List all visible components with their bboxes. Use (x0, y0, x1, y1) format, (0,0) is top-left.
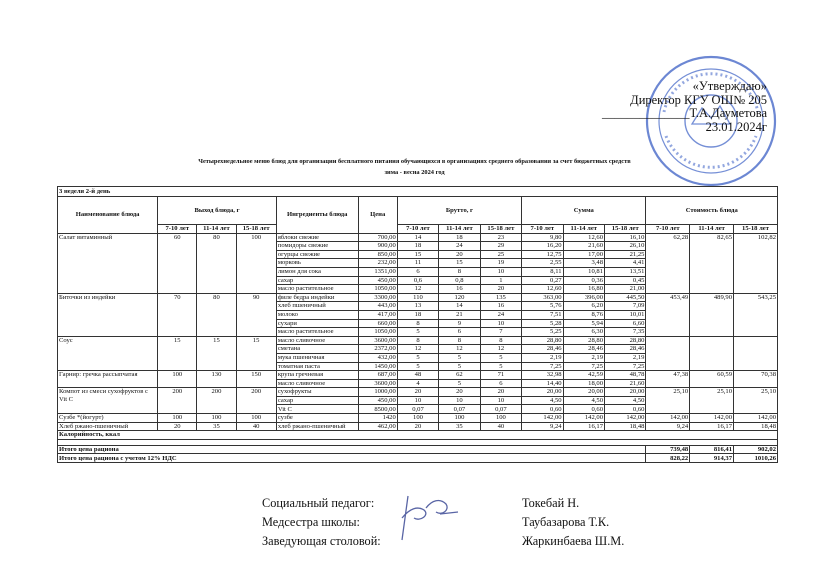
ingredient-sum: 28,46 (605, 345, 646, 354)
ingredient-price: 432,00 (358, 353, 397, 362)
ingredient-sum: 0,60 (522, 405, 563, 414)
dish-name: Сузбе *(йогурт) (58, 414, 158, 423)
ingredient-sum: 2,19 (605, 353, 646, 362)
ingredient-name: морковь (276, 259, 358, 268)
age-7-10: 7-10 лет (646, 225, 690, 234)
ingredient-price: 700,00 (358, 233, 397, 242)
ingredient-price: 232,00 (358, 259, 397, 268)
ingredient-name: мука пшеничная (276, 353, 358, 362)
ingredient-sum: 0,60 (563, 405, 604, 414)
ingredient-brutto: 100 (439, 414, 480, 423)
ingredient-brutto: 14 (397, 233, 438, 242)
ingredient-price: 660,00 (358, 319, 397, 328)
ingredient-brutto: 12 (439, 345, 480, 354)
ingredient-brutto: 0,8 (439, 276, 480, 285)
dish-cost: 60,59 (690, 371, 734, 388)
ingredient-brutto: 10 (480, 396, 521, 405)
ingredient-sum: 42,59 (563, 371, 604, 380)
age-11-14: 11-14 лет (439, 225, 480, 234)
dish-cost: 16,17 (690, 422, 734, 431)
dish-cost: 453,49 (646, 293, 690, 336)
age-7-10: 7-10 лет (397, 225, 438, 234)
ingredient-price: 8500,00 (358, 405, 397, 414)
dish-cost (646, 336, 690, 370)
ingredient-name: сухофрукты (276, 388, 358, 397)
ingredient-name: масло растительное (276, 328, 358, 337)
dish-cost: 18,48 (734, 422, 778, 431)
ingredient-brutto: 23 (480, 233, 521, 242)
col-output: Выход блюда, г (158, 197, 277, 225)
dish-name: Биточки из индейки (58, 293, 158, 336)
ingredient-brutto: 15 (397, 250, 438, 259)
dish-cost: 62,28 (646, 233, 690, 293)
ingredient-brutto: 8 (397, 319, 438, 328)
signature-social-pedagogue (262, 496, 580, 511)
ingredient-brutto: 110 (397, 293, 438, 302)
ingredient-brutto: 135 (480, 293, 521, 302)
ingredient-brutto: 10 (439, 396, 480, 405)
age-11-14: 11-14 лет (563, 225, 604, 234)
dish-cost: 142,00 (734, 414, 778, 423)
ingredient-sum: 20,00 (605, 388, 646, 397)
total-vat-value: 914,37 (690, 454, 734, 463)
ingredient-brutto: 9 (439, 319, 480, 328)
dish-cost: 9,24 (646, 422, 690, 431)
ingredient-price: 1351,00 (358, 267, 397, 276)
col-ingredients: Ингредиенты блюда (276, 197, 358, 234)
ingredient-name: Vit C (276, 405, 358, 414)
ingredient-sum: 28,46 (522, 345, 563, 354)
dish-output: 130 (197, 371, 236, 388)
calorie-row: Калорийность, ккал (58, 431, 778, 440)
ingredient-brutto: 13 (397, 302, 438, 311)
ingredient-sum: 4,50 (605, 396, 646, 405)
ingredient-brutto: 16 (439, 285, 480, 294)
ingredient-brutto: 10 (480, 319, 521, 328)
ingredient-brutto: 120 (439, 293, 480, 302)
ingredient-name: лимон для сока (276, 267, 358, 276)
total-value: 816,41 (690, 445, 734, 454)
dish-cost: 543,25 (734, 293, 778, 336)
ingredient-sum: 363,00 (522, 293, 563, 302)
ingredient-name: крупа гречневая (276, 371, 358, 380)
ingredient-sum: 16,10 (605, 233, 646, 242)
ingredient-sum: 28,46 (563, 345, 604, 354)
total-vat-value: 828,22 (646, 454, 690, 463)
ingredient-sum: 28,80 (563, 336, 604, 345)
col-dish-name: Наименование блюда (58, 197, 158, 234)
age-15-18: 15-18 лет (605, 225, 646, 234)
dish-output: 40 (236, 422, 276, 431)
table-row (58, 233, 778, 242)
ingredient-sum: 4,50 (563, 396, 604, 405)
ingredient-sum: 7,25 (563, 362, 604, 371)
ingredient-brutto: 20 (480, 388, 521, 397)
ingredient-sum: 5,28 (522, 319, 563, 328)
age-11-14: 11-14 лет (197, 225, 236, 234)
ingredient-name: сухари (276, 319, 358, 328)
age-15-18: 15-18 лет (734, 225, 778, 234)
week-label: 3 неделя 2-й день (58, 187, 778, 197)
dish-name: Салат витаминный (58, 233, 158, 293)
ingredient-brutto: 5 (439, 379, 480, 388)
dish-name: Компот из смеси сухофруктов с Vit C (58, 388, 158, 414)
ingredient-brutto: 40 (480, 422, 521, 431)
dish-output: 80 (197, 233, 236, 293)
approval-date: 23.01.2024г (705, 119, 767, 134)
signature-name: Жаркинбаева Ш.М. (522, 534, 625, 548)
ingredient-sum: 10,81 (563, 267, 604, 276)
dish-cost (734, 336, 778, 370)
dish-output: 60 (158, 233, 197, 293)
ingredient-brutto: 4 (397, 379, 438, 388)
dish-output: 100 (236, 233, 276, 293)
ingredient-name: масло растительное (276, 285, 358, 294)
ingredient-sum: 21,60 (563, 242, 604, 251)
ingredient-brutto: 12 (397, 345, 438, 354)
ingredient-brutto: 8 (480, 336, 521, 345)
ingredient-sum: 12,60 (563, 233, 604, 242)
ingredient-name: сузбе (276, 414, 358, 423)
ingredient-sum: 13,51 (605, 267, 646, 276)
total-vat-label: Итого цена рациона с учетом 12% НДС (58, 454, 646, 463)
ingredient-brutto: 0,6 (397, 276, 438, 285)
dish-cost: 25,10 (646, 388, 690, 414)
ingredient-brutto: 100 (397, 414, 438, 423)
dish-output: 200 (197, 388, 236, 414)
dish-output: 200 (236, 388, 276, 414)
handwritten-signature (380, 488, 470, 548)
ingredient-brutto: 71 (480, 371, 521, 380)
dish-cost: 25,10 (734, 388, 778, 414)
dish-cost: 489,90 (690, 293, 734, 336)
ingredient-brutto: 5 (439, 362, 480, 371)
approval-signature-line: ______________Т.А.Дауметова (602, 106, 767, 120)
ingredient-sum: 2,19 (563, 353, 604, 362)
ingredient-brutto: 20 (480, 285, 521, 294)
dish-output: 100 (158, 414, 197, 423)
ingredient-sum: 8,76 (563, 310, 604, 319)
ingredient-sum: 21,00 (605, 285, 646, 294)
age-15-18: 15-18 лет (236, 225, 276, 234)
ingredient-sum: 26,10 (605, 242, 646, 251)
ingredient-sum: 0,36 (563, 276, 604, 285)
ingredient-sum: 396,00 (563, 293, 604, 302)
ingredient-brutto: 10 (397, 396, 438, 405)
ingredient-sum: 7,09 (605, 302, 646, 311)
ingredient-sum: 0,45 (605, 276, 646, 285)
signature-canteen-head (262, 534, 625, 549)
ingredient-sum: 10,01 (605, 310, 646, 319)
ingredient-sum: 5,94 (563, 319, 604, 328)
ingredient-sum: 4,41 (605, 259, 646, 268)
ingredient-name: огурцы свежие (276, 250, 358, 259)
col-brutto: Брутто, г (397, 197, 521, 225)
ingredient-brutto: 6 (480, 379, 521, 388)
ingredient-sum: 4,50 (522, 396, 563, 405)
ingredient-price: 687,00 (358, 371, 397, 380)
ingredient-price: 450,00 (358, 396, 397, 405)
ingredient-name: сахар (276, 276, 358, 285)
ingredient-brutto: 14 (439, 302, 480, 311)
ingredient-brutto: 20 (397, 388, 438, 397)
dish-output: 20 (158, 422, 197, 431)
total-value: 902,02 (734, 445, 778, 454)
ingredient-brutto: 0,07 (397, 405, 438, 414)
signature-position: Заведующая столовой: (262, 534, 381, 548)
ingredient-sum: 32,98 (522, 371, 563, 380)
dish-name: Хлеб ржано-пшеничный (58, 422, 158, 431)
ingredient-price: 900,00 (358, 242, 397, 251)
ingredient-sum: 7,51 (522, 310, 563, 319)
ingredient-brutto: 6 (397, 267, 438, 276)
ingredient-name: филе бедра индейки (276, 293, 358, 302)
ingredient-name: яблоки свежие (276, 233, 358, 242)
ingredient-name: сметана (276, 345, 358, 354)
ingredient-sum: 17,00 (563, 250, 604, 259)
dish-output: 15 (197, 336, 236, 370)
signature-name: Токебай Н. (522, 496, 580, 510)
ingredient-brutto: 16 (480, 302, 521, 311)
ingredient-sum: 14,40 (522, 379, 563, 388)
ingredient-sum: 7,35 (605, 328, 646, 337)
ingredient-brutto: 20 (439, 250, 480, 259)
table-row (58, 336, 778, 345)
table-row (58, 293, 778, 302)
dish-name: Соус (58, 336, 158, 370)
ingredient-sum: 21,25 (605, 250, 646, 259)
ingredient-brutto: 25 (480, 250, 521, 259)
ingredient-sum: 20,00 (563, 388, 604, 397)
dish-output: 100 (236, 414, 276, 423)
ingredient-brutto: 24 (480, 310, 521, 319)
ingredient-brutto: 12 (397, 285, 438, 294)
ingredient-brutto: 5 (397, 328, 438, 337)
ingredient-price: 417,00 (358, 310, 397, 319)
ingredient-sum: 28,80 (522, 336, 563, 345)
col-price: Цена (358, 197, 397, 234)
ingredient-name: хлеб пшеничный (276, 302, 358, 311)
ingredient-sum: 18,00 (563, 379, 604, 388)
age-15-18: 15-18 лет (480, 225, 521, 234)
table-row (58, 388, 778, 397)
ingredient-brutto: 8 (439, 336, 480, 345)
ingredient-name: масло сливочное (276, 336, 358, 345)
ingredient-sum: 16,80 (563, 285, 604, 294)
dish-cost: 25,10 (690, 388, 734, 414)
ingredient-price: 3300,00 (358, 293, 397, 302)
ingredient-sum: 21,60 (605, 379, 646, 388)
dish-cost: 70,38 (734, 371, 778, 388)
ingredient-sum: 12,75 (522, 250, 563, 259)
dish-cost: 102,82 (734, 233, 778, 293)
ingredient-sum: 142,00 (605, 414, 646, 423)
ingredient-brutto: 5 (480, 353, 521, 362)
dish-output: 15 (158, 336, 197, 370)
menu-title: Четырехнедельное меню блюд для организации бесплатного питания обучающихся в организациях среднего образования за счет бюджетных средств (198, 158, 631, 165)
ingredient-sum: 20,00 (522, 388, 563, 397)
ingredient-sum: 445,50 (605, 293, 646, 302)
signature-school-nurse (262, 515, 610, 530)
ingredient-brutto: 10 (480, 267, 521, 276)
ingredient-sum: 2,19 (522, 353, 563, 362)
ingredient-brutto: 5 (397, 362, 438, 371)
menu-table (57, 186, 778, 463)
ingredient-price: 1000,00 (358, 388, 397, 397)
ingredient-price: 1050,00 (358, 285, 397, 294)
ingredient-brutto: 0,07 (480, 405, 521, 414)
total-value: 739,48 (646, 445, 690, 454)
ingredient-brutto: 6 (439, 328, 480, 337)
ingredient-sum: 16,17 (563, 422, 604, 431)
ingredient-sum: 18,48 (605, 422, 646, 431)
ingredient-brutto: 20 (397, 422, 438, 431)
ingredient-name: хлеб ржано-пшеничный (276, 422, 358, 431)
ingredient-brutto: 21 (439, 310, 480, 319)
ingredient-brutto: 15 (439, 259, 480, 268)
ingredient-sum: 8,11 (522, 267, 563, 276)
ingredient-brutto: 5 (439, 353, 480, 362)
dish-cost: 82,65 (690, 233, 734, 293)
ingredient-sum: 3,48 (563, 259, 604, 268)
ingredient-sum: 0,27 (522, 276, 563, 285)
ingredient-sum: 7,25 (605, 362, 646, 371)
ingredient-sum: 48,78 (605, 371, 646, 380)
dish-output: 15 (236, 336, 276, 370)
ingredient-sum: 12,60 (522, 285, 563, 294)
ingredient-sum: 2,55 (522, 259, 563, 268)
ingredient-sum: 6,60 (605, 319, 646, 328)
ingredient-brutto: 12 (480, 345, 521, 354)
dish-output: 100 (158, 371, 197, 388)
ingredient-brutto: 20 (439, 388, 480, 397)
ingredient-sum: 6,20 (563, 302, 604, 311)
ingredient-brutto: 18 (397, 310, 438, 319)
dish-output: 100 (197, 414, 236, 423)
dish-output: 80 (197, 293, 236, 336)
dish-cost (690, 336, 734, 370)
ingredient-brutto: 29 (480, 242, 521, 251)
dish-output: 35 (197, 422, 236, 431)
dish-cost: 47,38 (646, 371, 690, 388)
ingredient-brutto: 19 (480, 259, 521, 268)
age-7-10: 7-10 лет (158, 225, 197, 234)
ingredient-sum: 5,25 (522, 328, 563, 337)
signature-position: Социальный педагог: (262, 496, 375, 510)
table-row (58, 422, 778, 431)
approval-director: Директор КГУ ОШ№ 205 (630, 92, 767, 107)
ingredient-name: молоко (276, 310, 358, 319)
dish-cost: 142,00 (690, 414, 734, 423)
ingredient-brutto: 0,07 (439, 405, 480, 414)
ingredient-sum: 7,25 (522, 362, 563, 371)
ingredient-price: 3600,00 (358, 336, 397, 345)
ingredient-brutto: 8 (397, 336, 438, 345)
dish-cost: 142,00 (646, 414, 690, 423)
ingredient-name: помидоры свежие (276, 242, 358, 251)
ingredient-brutto: 8 (439, 267, 480, 276)
ingredient-sum: 0,60 (605, 405, 646, 414)
ingredient-name: масло сливочное (276, 379, 358, 388)
ingredient-sum: 142,00 (563, 414, 604, 423)
ingredient-brutto: 7 (480, 328, 521, 337)
dish-name: Гарнир: гречка рассыпчатая (58, 371, 158, 388)
dish-output: 70 (158, 293, 197, 336)
total-vat-value: 1010,26 (734, 454, 778, 463)
ingredient-brutto: 100 (480, 414, 521, 423)
ingredient-name: сахар (276, 396, 358, 405)
ingredient-price: 450,00 (358, 276, 397, 285)
ingredient-price: 1450,00 (358, 362, 397, 371)
table-row (58, 414, 778, 423)
col-sum: Сумма (522, 197, 646, 225)
ingredient-brutto: 35 (439, 422, 480, 431)
ingredient-sum: 6,30 (563, 328, 604, 337)
ingredient-brutto: 48 (397, 371, 438, 380)
ingredient-brutto: 62 (439, 371, 480, 380)
age-11-14: 11-14 лет (690, 225, 734, 234)
ingredient-sum: 16,20 (522, 242, 563, 251)
ingredient-price: 1050,00 (358, 328, 397, 337)
col-cost: Стоимость блюда (646, 197, 778, 225)
ingredient-sum: 5,76 (522, 302, 563, 311)
approval-heading: «Утверждаю» (692, 79, 767, 93)
total-label: Итого цена рациона (58, 445, 646, 454)
ingredient-price: 462,00 (358, 422, 397, 431)
dish-output: 150 (236, 371, 276, 388)
ingredient-sum: 9,24 (522, 422, 563, 431)
ingredient-price: 2372,00 (358, 345, 397, 354)
ingredient-brutto: 18 (439, 233, 480, 242)
ingredient-brutto: 1 (480, 276, 521, 285)
dish-output: 200 (158, 388, 197, 414)
ingredient-brutto: 11 (397, 259, 438, 268)
ingredient-price: 850,00 (358, 250, 397, 259)
ingredient-price: 3600,00 (358, 379, 397, 388)
ingredient-price: 443,00 (358, 302, 397, 311)
ingredient-sum: 142,00 (522, 414, 563, 423)
ingredient-price: 1420 (358, 414, 397, 423)
menu-season: зима - весна 2024 год (384, 169, 445, 176)
ingredient-brutto: 24 (439, 242, 480, 251)
ingredient-brutto: 5 (397, 353, 438, 362)
dish-output: 90 (236, 293, 276, 336)
ingredient-sum: 28,80 (605, 336, 646, 345)
signature-name: Таубазарова Т.К. (522, 515, 610, 529)
table-row (58, 371, 778, 380)
approval-block (602, 80, 767, 134)
ingredient-name: томатная паста (276, 362, 358, 371)
age-7-10: 7-10 лет (522, 225, 563, 234)
signature-position: Медсестра школы: (262, 515, 360, 529)
ingredient-brutto: 18 (397, 242, 438, 251)
ingredient-sum: 9,80 (522, 233, 563, 242)
ingredient-brutto: 5 (480, 362, 521, 371)
